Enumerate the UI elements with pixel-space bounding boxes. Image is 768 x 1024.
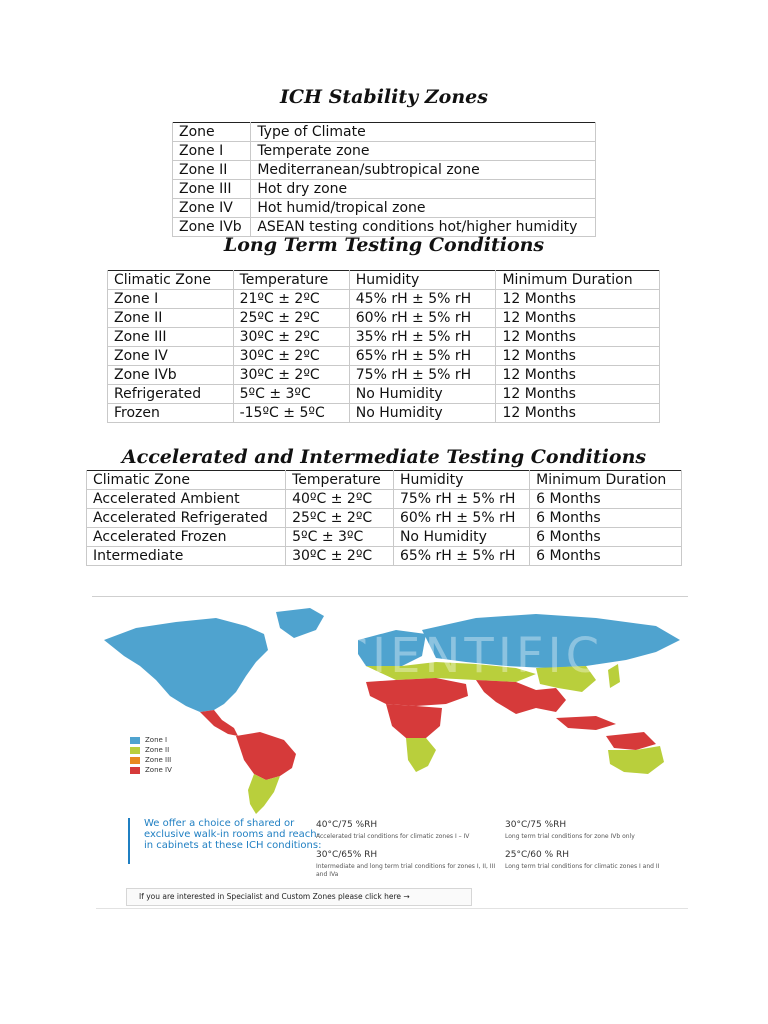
map-legend (130, 735, 172, 775)
legend-item (130, 735, 172, 745)
column-header: Humidity (393, 471, 529, 490)
long-term-row (108, 404, 660, 423)
map-top-divider (92, 596, 688, 597)
table-cell: 75% rH ± 5% rH (349, 366, 496, 385)
table-cell: 12 Months (496, 385, 660, 404)
table-cell: Accelerated Frozen (87, 528, 286, 547)
legend-swatch (130, 737, 140, 744)
australia-zone2 (608, 746, 664, 774)
table-cell: 60% rH ± 5% rH (393, 509, 529, 528)
long-term-row (108, 366, 660, 385)
table-cell: Temperate zone (251, 142, 596, 161)
condition-2 (316, 850, 496, 879)
table-cell: 45% rH ± 5% rH (349, 290, 496, 309)
indonesia-zone4 (556, 716, 616, 730)
table-cell: 6 Months (530, 490, 682, 509)
table-cell: 30ºC ± 2ºC (233, 366, 349, 385)
accelerated-row (87, 547, 682, 566)
legend-item (130, 755, 172, 765)
accelerated-row (87, 490, 682, 509)
legend-item (130, 745, 172, 755)
condition-value: 40°C/75 %RH (316, 820, 378, 830)
table-cell: No Humidity (349, 385, 496, 404)
long-term-title: Long Term Testing Conditions (223, 234, 545, 256)
table-cell: 65% rH ± 5% rH (393, 547, 529, 566)
table-cell: Zone IV (108, 347, 234, 366)
accelerated-title: Accelerated and Intermediate Testing Conditions (121, 446, 647, 468)
table-cell: Zone I (173, 142, 251, 161)
custom-zones-link[interactable]: If you are interested in Specialist and Custom Zones please click here → (126, 888, 472, 906)
column-header: Climatic Zone (87, 471, 286, 490)
table-cell: Mediterranean/subtropical zone (251, 161, 596, 180)
table-cell: Zone I (108, 290, 234, 309)
table-cell: 30ºC ± 2ºC (233, 328, 349, 347)
south-america-zone2 (248, 774, 280, 814)
table-cell: 12 Months (496, 347, 660, 366)
table-cell: 40ºC ± 2ºC (286, 490, 394, 509)
accelerated-row (87, 509, 682, 528)
table-cell: ASEAN testing conditions hot/higher humidity (251, 218, 596, 237)
table-cell: 12 Months (496, 366, 660, 385)
long-term-row (108, 385, 660, 404)
table-cell: 6 Months (530, 547, 682, 566)
table-cell: Intermediate (87, 547, 286, 566)
table-cell: 6 Months (530, 528, 682, 547)
table-cell: Zone II (108, 309, 234, 328)
column-header: Climatic Zone (108, 271, 234, 290)
central-america-zone4 (200, 710, 238, 736)
zone-row (173, 161, 596, 180)
zone-row (173, 199, 596, 218)
table-cell: Zone IVb (108, 366, 234, 385)
table-cell: Zone IVb (173, 218, 251, 237)
table-cell: Zone IV (173, 199, 251, 218)
table-cell: Refrigerated (108, 385, 234, 404)
south-america-zone4 (236, 732, 296, 780)
table-cell: 21ºC ± 2ºC (233, 290, 349, 309)
table-cell: 35% rH ± 5% rH (349, 328, 496, 347)
long-term-row (108, 328, 660, 347)
north-america-zone1 (104, 618, 268, 712)
accelerated-table (86, 470, 682, 566)
condition-value: 25°C/60 % RH (505, 850, 570, 860)
condition-desc: Long term trial conditions for climatic zones I and II (505, 863, 660, 870)
table-cell: 5ºC ± 3ºC (286, 528, 394, 547)
table-cell: Zone II (173, 161, 251, 180)
legend-item (130, 765, 172, 775)
japan-zone2 (608, 664, 620, 688)
zones-title: ICH Stability Zones (280, 86, 488, 108)
table-cell: Accelerated Ambient (87, 490, 286, 509)
central-africa-zone4 (386, 704, 442, 738)
long-term-table (107, 270, 660, 423)
legend-label: Zone III (145, 755, 172, 764)
table-cell: Accelerated Refrigerated (87, 509, 286, 528)
condition-desc: Accelerated trial conditions for climatic zones I – IV (316, 833, 470, 840)
column-header: Zone (173, 123, 251, 142)
condition-desc: Long term trial conditions for zone IVb only (505, 833, 635, 840)
column-header: Type of Climate (251, 123, 596, 142)
condition-1 (316, 820, 496, 841)
legend-label: Zone IV (145, 765, 172, 774)
table-cell: 5ºC ± 3ºC (233, 385, 349, 404)
table-cell: 12 Months (496, 290, 660, 309)
zone-row (173, 142, 596, 161)
southern-africa-zone2 (406, 738, 436, 772)
table-cell: 30ºC ± 2ºC (233, 347, 349, 366)
table-cell: 30ºC ± 2ºC (286, 547, 394, 566)
table-cell: 6 Months (530, 509, 682, 528)
table-cell: 12 Months (496, 309, 660, 328)
column-header: Humidity (349, 271, 496, 290)
condition-value: 30°C/65% RH (316, 850, 378, 860)
legend-swatch (130, 747, 140, 754)
zone-row (173, 180, 596, 199)
table-cell: -15ºC ± 5ºC (233, 404, 349, 423)
map-bottom-divider (96, 908, 688, 909)
legend-swatch (130, 757, 140, 764)
header-row (87, 471, 682, 490)
table-cell: Zone III (108, 328, 234, 347)
header-row (108, 271, 660, 290)
table-cell: Frozen (108, 404, 234, 423)
legend-label: Zone II (145, 745, 170, 754)
table-cell: No Humidity (349, 404, 496, 423)
table-cell: Hot humid/tropical zone (251, 199, 596, 218)
table-cell: 12 Months (496, 404, 660, 423)
accelerated-row (87, 528, 682, 547)
table-cell: 75% rH ± 5% rH (393, 490, 529, 509)
australia-zone4 (606, 732, 656, 750)
table-cell: 65% rH ± 5% rH (349, 347, 496, 366)
zones-table (172, 122, 596, 237)
table-cell: 60% rH ± 5% rH (349, 309, 496, 328)
long-term-row (108, 290, 660, 309)
table-cell: 12 Months (496, 328, 660, 347)
condition-3 (505, 820, 685, 841)
header-row (173, 123, 596, 142)
condition-4 (505, 850, 685, 871)
condition-value: 30°C/75 %RH (505, 820, 567, 830)
table-cell: No Humidity (393, 528, 529, 547)
column-header: Minimum Duration (530, 471, 682, 490)
map-watermark: SCIENTIFIC (300, 628, 604, 684)
table-cell: 25ºC ± 2ºC (233, 309, 349, 328)
condition-desc: Intermediate and long term trial conditions for zones I, II, III and IVa (316, 863, 496, 878)
legend-swatch (130, 767, 140, 774)
column-header: Temperature (233, 271, 349, 290)
legend-label: Zone I (145, 735, 168, 744)
table-cell: Zone III (173, 180, 251, 199)
offer-text: We offer a choice of shared or exclusive walk-in rooms and reach-in cabinets at these ICH conditions: (128, 818, 324, 864)
long-term-row (108, 347, 660, 366)
column-header: Minimum Duration (496, 271, 660, 290)
table-cell: 25ºC ± 2ºC (286, 509, 394, 528)
column-header: Temperature (286, 471, 394, 490)
table-cell: Hot dry zone (251, 180, 596, 199)
long-term-row (108, 309, 660, 328)
